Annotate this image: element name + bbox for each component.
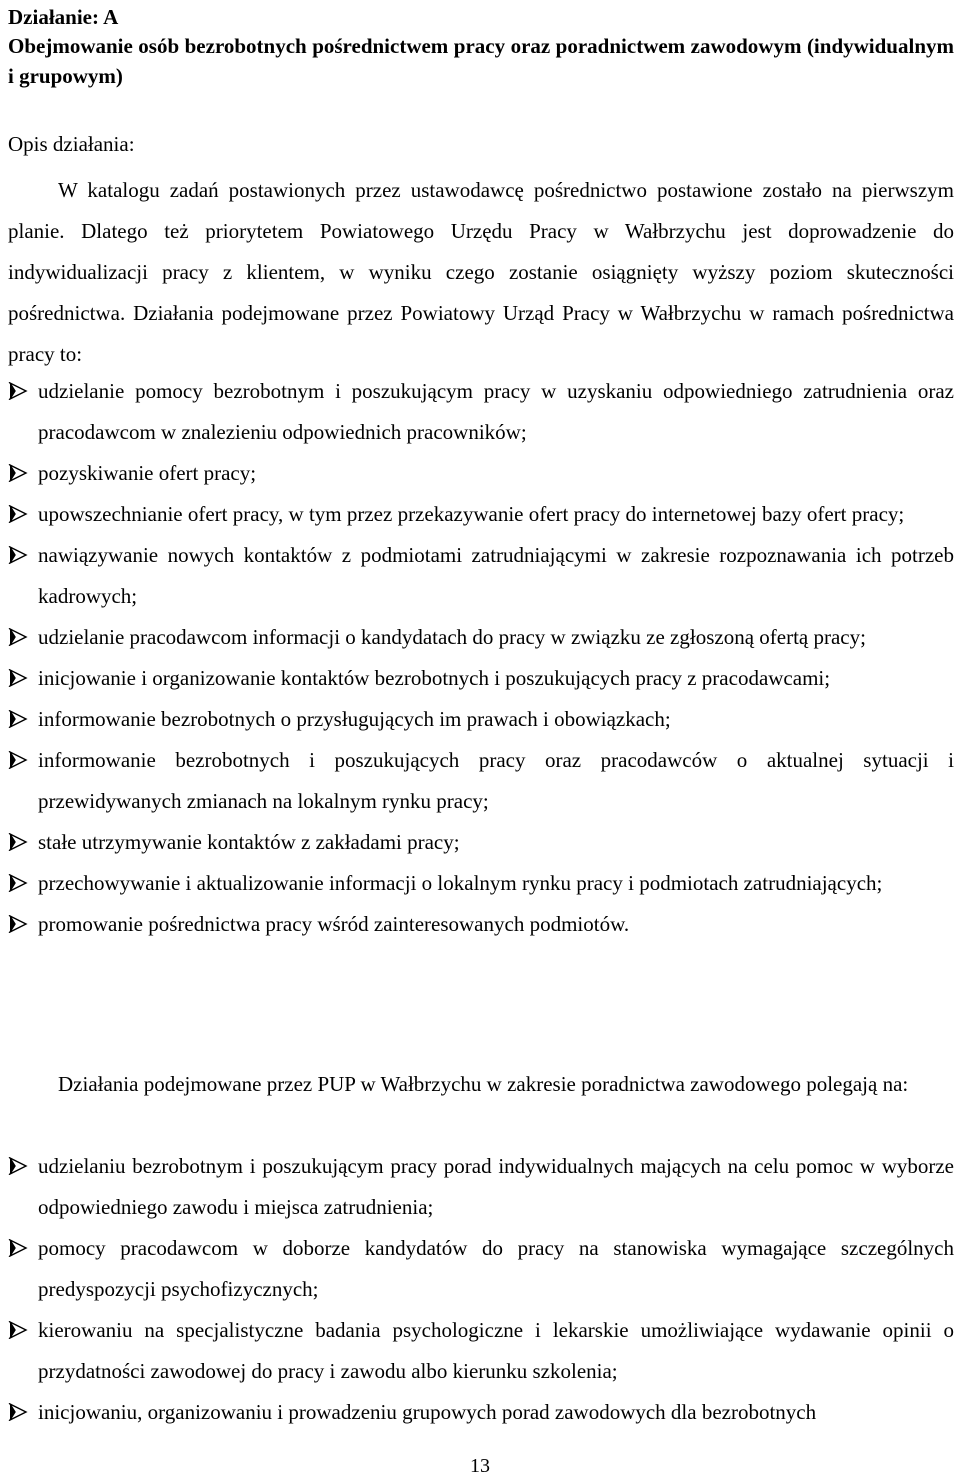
arrowhead-bullet-icon (8, 453, 30, 494)
list-item-text: pozyskiwanie ofert pracy; (38, 461, 257, 485)
list-item (8, 740, 954, 822)
list-item-text: promowanie pośrednictwa pracy wśród zainteresowanych podmiotów. (38, 912, 630, 936)
list-item-text: informowanie bezrobotnych i poszukujących pracy oraz pracodawców o aktualnej sytuacji i przewidywanych zmianach na lokalnym rynku pracy; (38, 748, 954, 813)
list-item (8, 904, 954, 945)
counseling-paragraph: Działania podejmowane przez PUP w Wałbrzychu w zakresie poradnictwa zawodowego polegają na: (58, 1072, 909, 1096)
list-item (8, 535, 954, 617)
list-item (8, 1310, 954, 1392)
mediation-task-list (8, 371, 954, 945)
list-item (8, 658, 954, 699)
section-subtitle: Obejmowanie osób bezrobotnych pośrednictwem pracy oraz poradnictwem zawodowym (indywidualnym i grupowym) (8, 34, 954, 88)
arrowhead-bullet-icon (8, 535, 30, 576)
list-item (8, 617, 954, 658)
arrowhead-bullet-icon (8, 904, 30, 945)
list-item-text: informowanie bezrobotnych o przysługujących im prawach i obowiązkach; (38, 707, 671, 731)
list-item-text: nawiązywanie nowych kontaktów z podmiotami zatrudniającymi w zakresie rozpoznawania ich potrzeb kadrowych; (38, 543, 954, 608)
arrowhead-bullet-icon (8, 740, 30, 781)
arrowhead-bullet-icon (8, 863, 30, 904)
list-item-text: udzielanie pomocy bezrobotnym i poszukującym pracy w uzyskaniu odpowiedniego zatrudnienia oraz pracodawcom w znalezieniu odpowiednich pracowników; (38, 379, 954, 444)
arrowhead-bullet-icon (8, 1146, 30, 1187)
section-title: Działanie: A (8, 5, 119, 29)
list-item (8, 822, 954, 863)
list-item-text: inicjowanie i organizowanie kontaktów bezrobotnych i poszukujących pracy z pracodawcami; (38, 666, 831, 690)
list-item-text: upowszechnianie ofert pracy, w tym przez przekazywanie ofert pracy do internetowej bazy ofert pracy; (38, 502, 905, 526)
list-item (8, 1146, 954, 1228)
list-item (8, 1392, 954, 1433)
arrowhead-bullet-icon (8, 1228, 30, 1269)
counseling-task-list (8, 1146, 954, 1433)
list-item (8, 494, 954, 535)
list-item (8, 1228, 954, 1310)
arrowhead-bullet-icon (8, 617, 30, 658)
list-item-text: kierowaniu na specjalistyczne badania psychologiczne i lekarskie umożliwiające wydawanie opinii o przydatności zawodowej do pracy i zawodu albo kierunku szkolenia; (38, 1318, 954, 1383)
arrowhead-bullet-icon (8, 822, 30, 863)
list-item-text: inicjowaniu, organizowaniu i prowadzeniu grupowych porad zawodowych dla bezrobotnych (38, 1400, 817, 1424)
list-item (8, 371, 954, 453)
description-label: Opis działania: (8, 132, 135, 156)
list-item (8, 453, 954, 494)
list-item-text: udzielaniu bezrobotnym i poszukującym pracy porad indywidualnych mających na celu pomoc w wyborze odpowiedniego zawodu i miejsca zatrudnienia; (38, 1154, 954, 1219)
arrowhead-bullet-icon (8, 699, 30, 740)
arrowhead-bullet-icon (8, 494, 30, 535)
list-item (8, 863, 954, 904)
list-item-text: pomocy pracodawcom w doborze kandydatów do pracy na stanowiska wymagające szczególnych predyspozycji psychofizycznych; (38, 1236, 954, 1301)
arrowhead-bullet-icon (8, 1392, 30, 1433)
list-item-text: przechowywanie i aktualizowanie informacji o lokalnym rynku pracy i podmiotach zatrudniających; (38, 871, 883, 895)
list-item-text: stałe utrzymywanie kontaktów z zakładami pracy; (38, 830, 460, 854)
arrowhead-bullet-icon (8, 371, 30, 412)
arrowhead-bullet-icon (8, 1310, 30, 1351)
page-number: 13 (470, 1455, 490, 1477)
list-item-text: udzielanie pracodawcom informacji o kandydatach do pracy w związku ze zgłoszoną ofertą pracy; (38, 625, 866, 649)
list-item (8, 699, 954, 740)
arrowhead-bullet-icon (8, 658, 30, 699)
intro-paragraph: W katalogu zadań postawionych przez ustawodawcę pośrednictwo postawione zostało na pierwszym planie. Dlatego też priorytetem Powiatowego Urzędu Pracy w Wałbrzychu jest doprowadzenie do indywidualizacji pracy z klientem, w wyniku czego zostanie osiągnięty wyższy poziom skuteczności pośrednictwa. Działania podejmowane przez Powiatowy Urząd Pracy w Wałbrzychu w ramach pośrednictwa pracy to: (8, 178, 954, 366)
